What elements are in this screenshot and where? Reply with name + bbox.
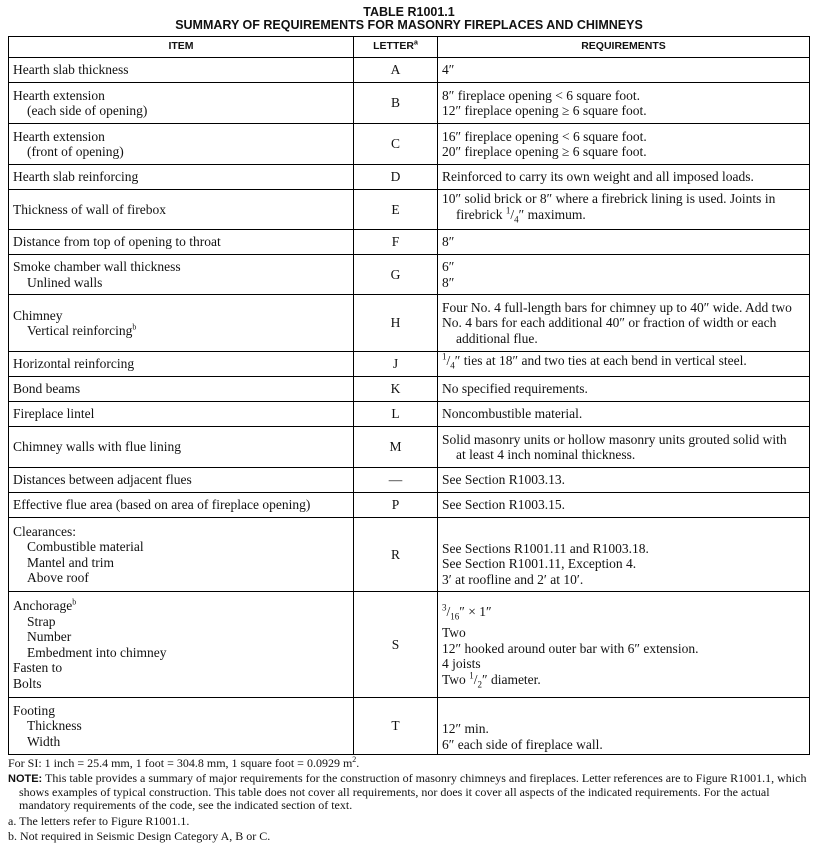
requirement-text: See Section R1003.13. — [442, 472, 565, 488]
letter-cell: R — [354, 518, 438, 592]
item-subtext: Above roof — [27, 570, 89, 585]
si-text: For SI: 1 inch = 25.4 mm, 1 foot = 304.8 mm, 1 square foot = 0.0929 m — [8, 756, 353, 770]
requirement-text: 6″ — [442, 259, 455, 274]
footnote-marker-b: b — [132, 322, 137, 332]
requirement-text: 8″ fireplace opening < 6 square foot. — [442, 87, 641, 103]
header-row — [9, 37, 810, 58]
fraction-denominator: 4 — [514, 214, 519, 225]
item-cell — [9, 518, 354, 592]
requirement-text: 3′ at roofline and 2′ at 10′. — [442, 571, 584, 587]
requirement-text: Reinforced to carry its own weight and all imposed loads. — [442, 169, 754, 185]
header-letter — [354, 37, 438, 58]
item-cell — [9, 377, 354, 402]
fraction-denominator: 4 — [450, 361, 455, 372]
item-text: Distances between adjacent flues — [13, 472, 192, 488]
item-text: Hearth slab reinforcing — [13, 169, 139, 185]
letter-cell: L — [354, 402, 438, 427]
item-text: Bolts — [13, 675, 42, 691]
item-cell — [9, 190, 354, 230]
item-text: Clearances: — [13, 523, 76, 539]
requirement-cell — [438, 58, 810, 83]
requirement-cell — [438, 190, 810, 230]
letter-cell: H — [354, 295, 438, 352]
requirement-text: 20″ fireplace opening ≥ 6 square foot. — [442, 144, 647, 159]
table-row — [9, 124, 810, 165]
requirement-text: No specified requirements. — [442, 381, 588, 397]
item-text: Hearth slab thickness — [13, 62, 129, 78]
requirement-text: Four No. 4 full-length bars for chimney up to 40″ wide. Add two — [442, 299, 792, 315]
item-subtext: Unlined walls — [27, 274, 103, 290]
fraction-numerator: 3 — [442, 602, 447, 613]
item-subtext: Mantel and trim — [27, 554, 114, 570]
letter-cell: M — [354, 427, 438, 468]
item-cell — [9, 255, 354, 295]
si-superscript: 2 — [352, 755, 357, 764]
header-letter-text: LETTER — [373, 40, 414, 53]
item-cell — [9, 468, 354, 493]
table-row — [9, 165, 810, 190]
table-row — [9, 402, 810, 427]
requirement-word: Two — [442, 671, 470, 687]
requirement-cell — [438, 468, 810, 493]
item-text: Thickness of wall of firebox — [13, 201, 166, 217]
item-text: Smoke chamber wall thickness — [13, 259, 181, 274]
requirement-text: Two $^1/_2''$ diameter. — [442, 670, 541, 690]
requirement-cell — [438, 592, 810, 698]
footnote-marker-b: b — [72, 597, 77, 607]
item-text: Fireplace lintel — [13, 406, 95, 422]
requirement-cell — [438, 83, 810, 124]
item-cell — [9, 698, 354, 755]
letter-cell: J — [354, 352, 438, 377]
requirement-text: See Section R1003.15. — [442, 497, 565, 513]
item-text: Bond beams — [13, 381, 81, 397]
fraction-numerator: 1 — [469, 670, 474, 681]
table-row — [9, 58, 810, 83]
letter-cell: G — [354, 255, 438, 295]
table-row — [9, 698, 810, 755]
item-cell — [9, 83, 354, 124]
table-row — [9, 295, 810, 352]
requirement-text: 12″ min. — [442, 721, 489, 736]
item-subtext: Thickness — [27, 718, 82, 734]
fraction-denominator: 2 — [477, 679, 482, 690]
letter-cell: T — [354, 698, 438, 755]
item-text: Chimney walls with flue lining — [13, 439, 181, 455]
item-subtext: Combustible material — [27, 539, 144, 554]
requirement-cell — [438, 427, 810, 468]
header-requirements: REQUIREMENTS — [438, 37, 810, 58]
requirement-text: See Section R1001.11, Exception 4. — [442, 556, 637, 571]
requirement-text: 6″ each side of fireplace wall. — [442, 736, 603, 752]
table-title: SUMMARY OF REQUIREMENTS FOR MASONRY FIREPLACES AND CHIMNEYS — [175, 18, 643, 32]
letter-cell: — — [354, 468, 438, 493]
item-cell — [9, 493, 354, 518]
fraction-denominator: 16 — [450, 611, 460, 622]
table-row — [9, 190, 810, 230]
item-subtext: Strap — [27, 613, 56, 629]
footnote-si — [8, 757, 813, 770]
item-cell — [9, 352, 354, 377]
table-row — [9, 427, 810, 468]
requirement-text: 8″ — [442, 274, 455, 290]
table-row — [9, 518, 810, 592]
requirement-text: 8″ — [442, 234, 455, 250]
requirement-cell — [438, 255, 810, 295]
table-row — [9, 592, 810, 698]
requirement-word: ″ × 1″ — [459, 604, 492, 620]
table-row — [9, 352, 810, 377]
item-subtext — [13, 323, 349, 339]
requirement-cell — [438, 295, 810, 352]
requirement-cell — [438, 352, 810, 377]
item-subtext: Embedment into chimney — [27, 644, 167, 660]
requirement-text: $^3/_{16}'' \times 1''$ — [442, 602, 492, 622]
requirement-cell — [438, 230, 810, 255]
requirement-word: ″ ties at 18″ and two ties at each bend in vertical steel. — [454, 353, 747, 369]
item-text: Effective flue area (based on area of fireplace opening) — [13, 497, 311, 513]
requirement-text: No. 4 bars for each additional 40″ or fraction of width or each — [442, 315, 777, 331]
item-word: Anchorage — [13, 598, 73, 613]
header-item: ITEM — [9, 37, 354, 58]
requirement-text: $^1/_4''$ ties at 18″ and two ties at each bend in vertical steel. — [442, 351, 747, 372]
letter-cell: P — [354, 493, 438, 518]
letter-cell: A — [354, 58, 438, 83]
requirement-cell — [438, 518, 810, 592]
letter-cell: B — [354, 83, 438, 124]
item-text — [13, 598, 349, 614]
table-number: TABLE R1001.1 — [363, 5, 455, 19]
requirement-text: 4 joists — [442, 656, 481, 672]
requirement-cell — [438, 124, 810, 165]
table-row — [9, 493, 810, 518]
item-text: Footing — [13, 702, 56, 718]
requirement-cell — [438, 698, 810, 755]
footnote-marker-a: a — [413, 39, 418, 47]
letter-cell: E — [354, 190, 438, 230]
item-subtext: (each side of opening) — [27, 103, 148, 118]
footnote-a: a. The letters refer to Figure R1001.1. — [8, 814, 190, 828]
item-subtext: (front of opening) — [27, 144, 124, 159]
note-label: NOTE: — [8, 773, 43, 785]
letter-cell: D — [354, 165, 438, 190]
letter-cell: F — [354, 230, 438, 255]
item-cell — [9, 165, 354, 190]
requirement-text: firebrick $^1/_4''$ maximum. — [456, 205, 586, 225]
requirement-text: at least 4 inch nominal thickness. — [456, 447, 636, 462]
item-word: Vertical reinforcing — [27, 323, 133, 338]
note-text: This table provides a summary of major requirements for the construction of masonry chimneys and fireplaces. Letter references are to Figure R1001.1, which shows examples of typical construction. This table does not cover all requirements, nor does it cover all aspects of the indicated requirements. For the actual mandatory requirements of the code, see the indicated section of text. — [19, 771, 807, 812]
item-text: Chimney — [13, 307, 63, 323]
table-row — [9, 83, 810, 124]
item-subtext: Number — [27, 629, 72, 644]
requirement-text: See Sections R1001.11 and R1003.18. — [442, 540, 649, 556]
item-cell — [9, 592, 354, 698]
item-cell — [9, 230, 354, 255]
fraction-numerator: 1 — [505, 205, 511, 216]
fraction-numerator: 1 — [442, 351, 447, 362]
requirement-text: 4″ — [442, 62, 455, 78]
item-cell — [9, 402, 354, 427]
item-text: Fasten to — [13, 660, 63, 675]
requirement-text: 12″ hooked around outer bar with 6″ extension. — [442, 640, 699, 656]
table-row — [9, 255, 810, 295]
item-text: Distance from top of opening to throat — [13, 234, 221, 250]
table-row — [9, 468, 810, 493]
letter-cell: C — [354, 124, 438, 165]
requirement-text: Two — [442, 625, 466, 641]
requirement-text: 10″ solid brick or 8″ where a firebrick lining is used. Joints in — [442, 191, 776, 207]
requirements-table — [8, 36, 810, 755]
requirement-text: additional flue. — [456, 330, 538, 346]
requirement-cell — [438, 165, 810, 190]
requirement-word: ″ diameter. — [481, 671, 541, 687]
requirement-text: 16″ fireplace opening < 6 square foot. — [442, 128, 647, 144]
item-cell — [9, 427, 354, 468]
si-end: . — [356, 756, 360, 770]
requirement-text: 12″ fireplace opening ≥ 6 square foot. — [442, 103, 647, 118]
footnote-note — [8, 772, 813, 812]
item-subtext: Width — [27, 733, 61, 749]
requirement-cell — [438, 493, 810, 518]
item-text: Horizontal reinforcing — [13, 356, 135, 372]
table-row — [9, 230, 810, 255]
item-text: Hearth extension — [13, 128, 105, 144]
item-text: Hearth extension — [13, 87, 105, 103]
footnote-b: b. Not required in Seismic Design Category A, B or C. — [8, 829, 271, 843]
requirement-cell — [438, 377, 810, 402]
letter-cell: S — [354, 592, 438, 698]
requirement-word: firebrick — [456, 206, 503, 222]
letter-cell: K — [354, 377, 438, 402]
item-cell — [9, 295, 354, 352]
requirement-word: ″ maximum. — [518, 206, 586, 222]
item-cell — [9, 58, 354, 83]
item-cell — [9, 124, 354, 165]
requirement-text: Solid masonry units or hollow masonry units grouted solid with — [442, 431, 787, 447]
requirement-cell — [438, 402, 810, 427]
table-row — [9, 377, 810, 402]
requirement-text: Noncombustible material. — [442, 406, 583, 422]
